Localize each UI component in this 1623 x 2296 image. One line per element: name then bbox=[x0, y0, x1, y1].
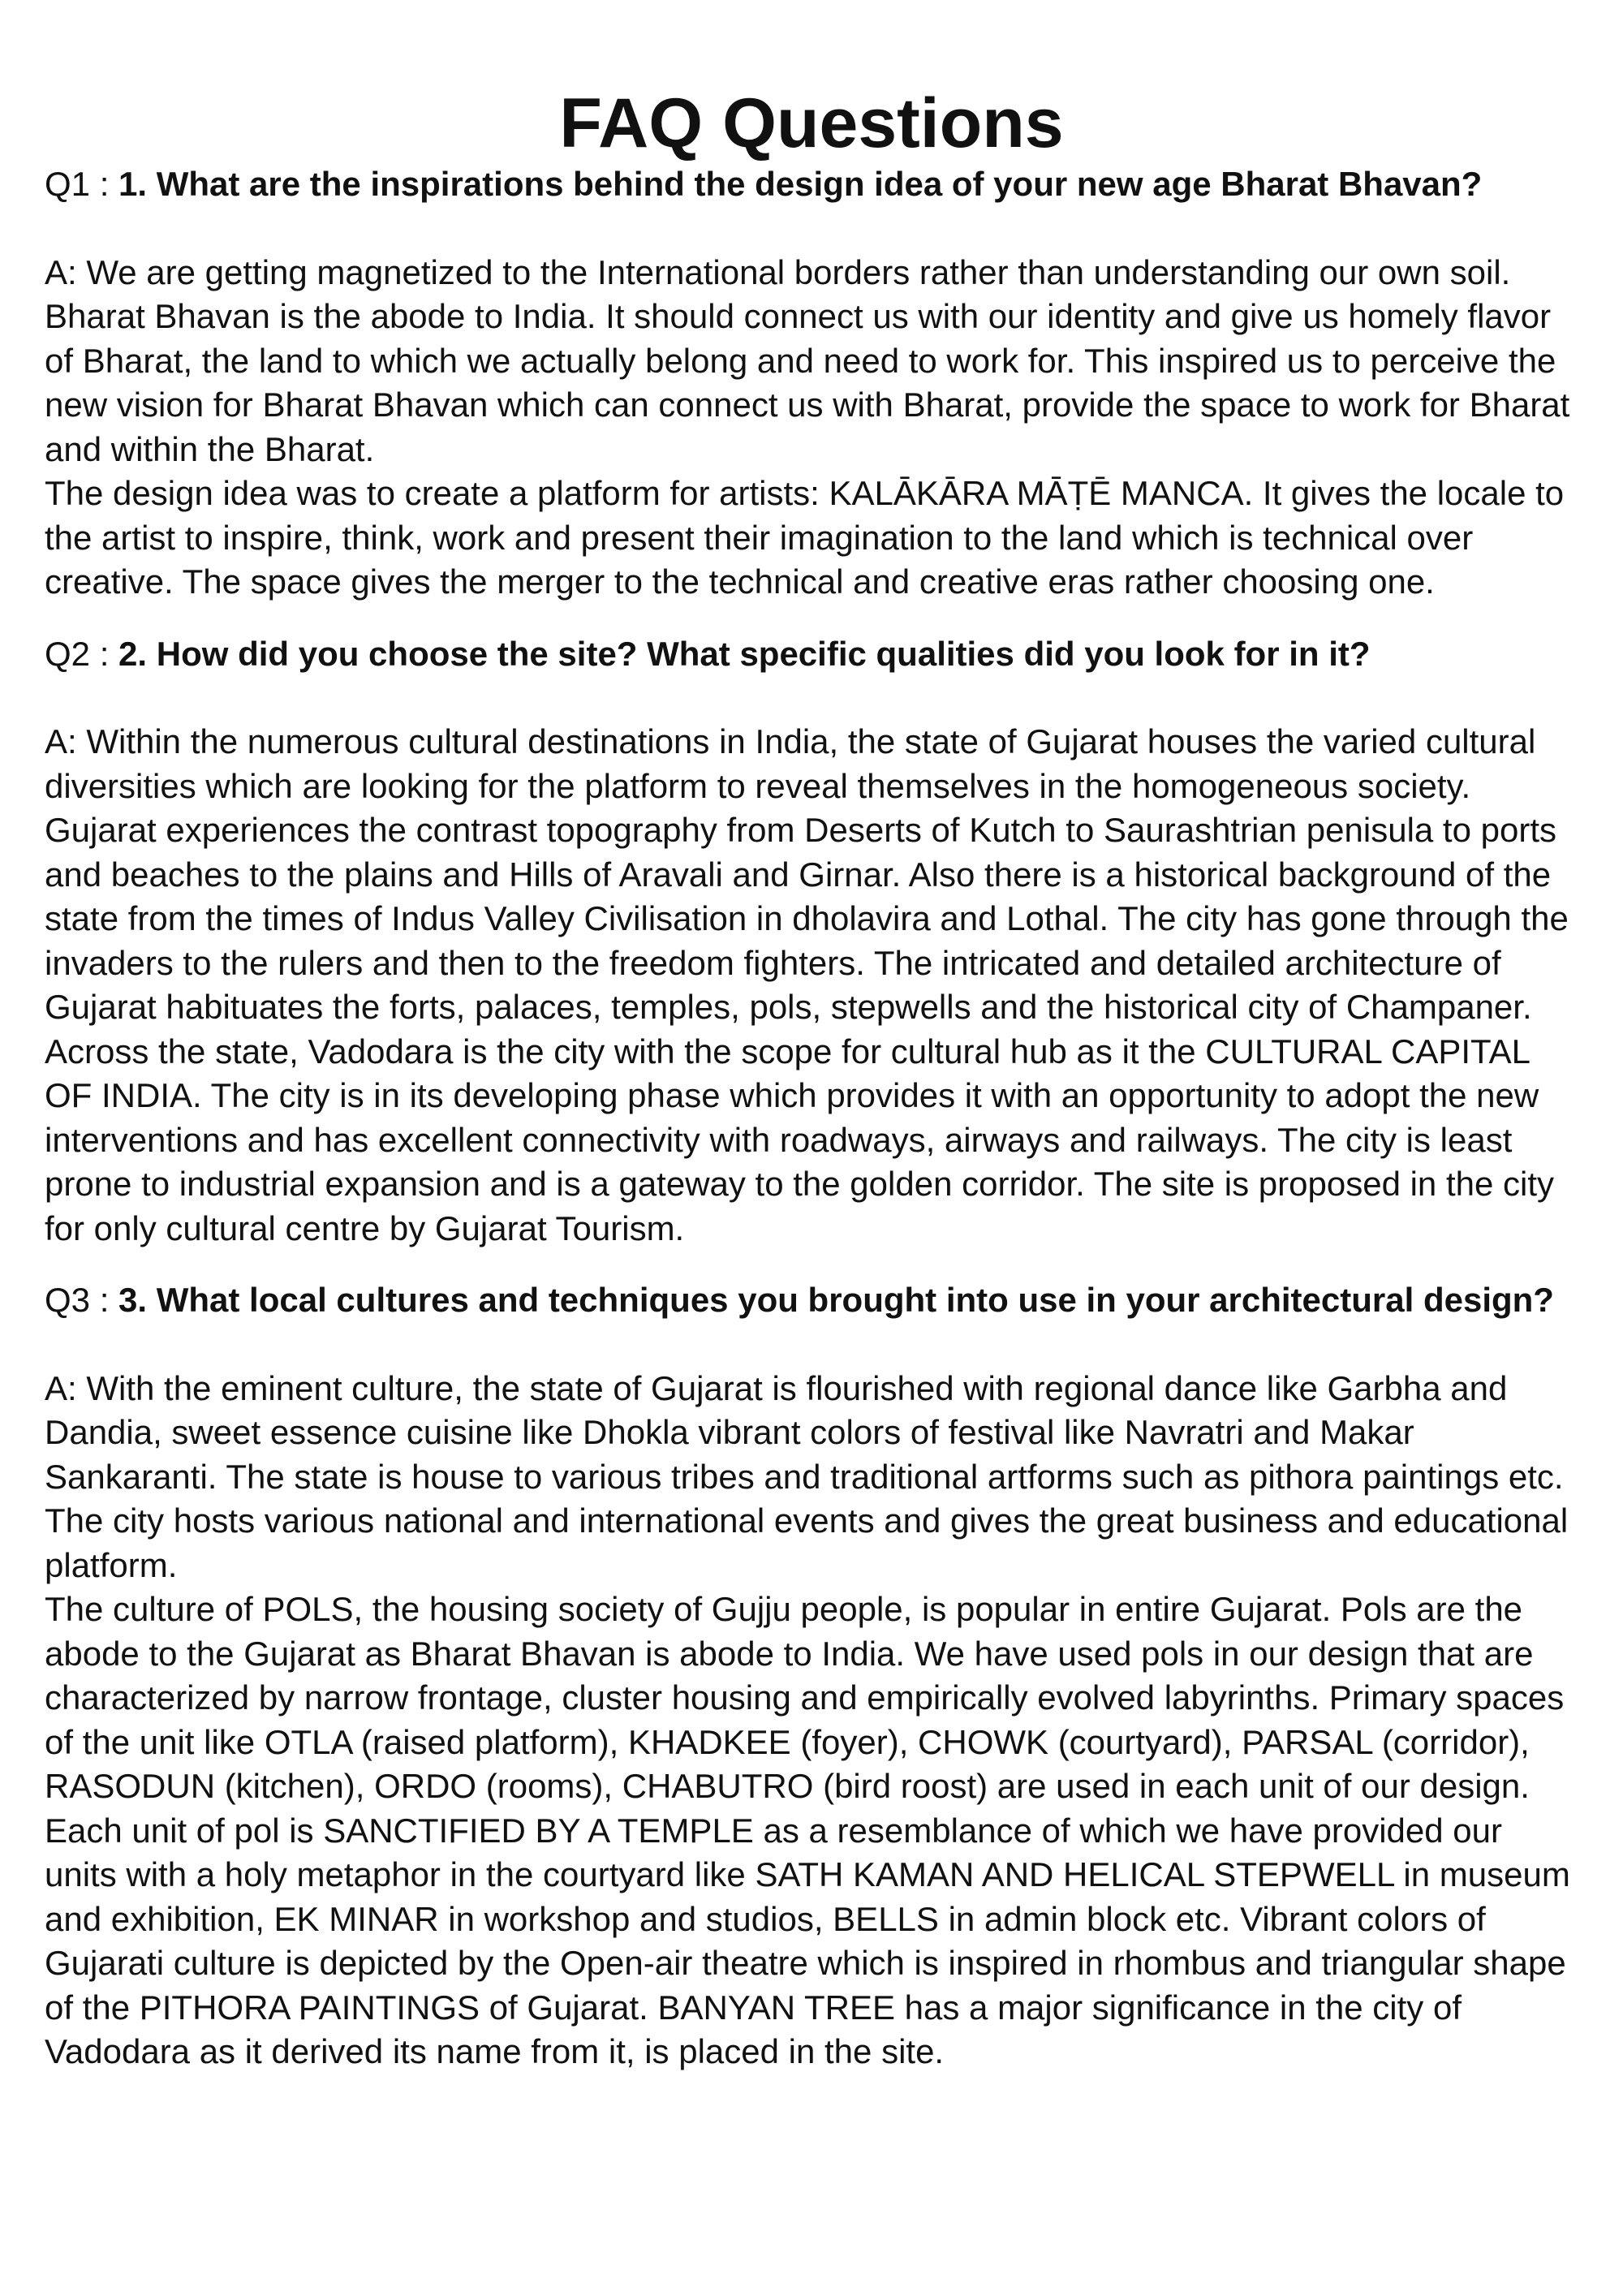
answer-paragraph: Across the state, Vadodara is the city with the scope for cultural hub as it the CULTURAL CAPITAL OF INDIA. The city is in its developing phase which provides it with an opportunity to adopt the new interventions and has excellent connectivity with roadways, airways and railways. The city is least prone to industrial expansion and is a gateway to the golden corridor. The site is proposed in the city for only cultural centre by Gujarat Tourism. bbox=[45, 1032, 1555, 1247]
faq-item-2 bbox=[45, 632, 1580, 1279]
answer-paragraph: A: Within the numerous cultural destinations in India, the state of Gujarat houses the varied cultural diversities which are looking for the platform to reveal themselves in the homogeneous society. Gujarat experiences the contrast topography from Deserts of Kutch to Saurashtrian penisula to ports and beaches to the plains and Hills of Aravali and Girnar. Also there is a historical background of the state from the times of Indus Valley Civilisation in dholavira and Lothal. The city has gone through the invaders to the rulers and then to the freedom fighters. The intricated and detailed architecture of Gujarat habituates the forts, palaces, temples, pols, stepwells and the historical city of Champaner. bbox=[45, 722, 1569, 1026]
spacer bbox=[45, 605, 1580, 632]
faq-answer-3 bbox=[45, 1367, 1580, 2074]
faq-answer-1 bbox=[45, 251, 1580, 605]
answer-paragraph: The culture of POLS, the housing society of Gujju people, is popular in entire Gujarat. Pols are the abode to the Gujarat as Bharat Bhavan is abode to India. We have used pols in our design that are characterized by narrow frontage, cluster housing and empirically evolved labyrinths. Primary spaces of the unit like OTLA (raised platform), KHADKEE (foyer), CHOWK (courtyard), PARSAL (corridor), RASODUN (kitchen), ORDO (rooms), CHABUTRO (bird roost) are used in each unit of our design. Each unit of pol is SANCTIFIED BY A TEMPLE as a resemblance of which we have provided our units with a holy metaphor in the courtyard like SATH KAMAN AND HELICAL STEPWELL in museum and exhibition, EK MINAR in workshop and studios, BELLS in admin block etc. Vibrant colors of Gujarati culture is depicted by the Open-air theatre which is inspired in rhombus and triangular shape of the PITHORA PAINTINGS of Gujarat. BANYAN TREE has a major significance in the city of Vadodara as it derived its name from it, is placed in the site. bbox=[45, 1590, 1570, 2070]
question-text: 2. How did you choose the site? What specific qualities did you look for in it? bbox=[118, 634, 1371, 673]
question-label: Q1 : bbox=[45, 165, 110, 203]
faq-content bbox=[45, 162, 1580, 2074]
answer-paragraph: A: With the eminent culture, the state of Gujarat is flourished with regional dance like Garbha and Dandia, sweet essence cuisine like Dhokla vibrant colors of festival like Navratri and Makar Sankaranti. The state is house to various tribes and traditional artforms such as pithora paintings etc. The city hosts various national and international events and gives the great business and educational platform. bbox=[45, 1368, 1569, 1584]
spacer bbox=[45, 207, 1580, 251]
question-label: Q2 : bbox=[45, 634, 110, 673]
question-label: Q3 : bbox=[45, 1281, 110, 1319]
answer-paragraph: The design idea was to create a platform for artists: KALĀKĀRA MĀṬĒ MANCA. It gives the locale to the artist to inspire, think, work and present their imagination to the land which is technical over creative. The space gives the merger to the technical and creative eras rather choosing one. bbox=[45, 474, 1565, 601]
spacer bbox=[45, 1251, 1580, 1278]
faq-answer-2 bbox=[45, 720, 1580, 1251]
spacer bbox=[45, 1323, 1580, 1367]
faq-question-1 bbox=[45, 162, 1580, 207]
answer-paragraph: A: We are getting magnetized to the International borders rather than understanding our own soil. Bharat Bhavan is the abode to India. It should connect us with our identity and give us homely flavor of Bharat, the land to which we actually belong and need to work for. This inspired us to perceive the new vision for Bharat Bhavan which can connect us with Bharat, provide the space to work for Bharat and within the Bharat. bbox=[45, 252, 1570, 468]
faq-item-3 bbox=[45, 1278, 1580, 2074]
faq-question-3 bbox=[45, 1278, 1580, 1323]
faq-question-2 bbox=[45, 632, 1580, 677]
page-title: FAQ Questions bbox=[559, 84, 1064, 162]
question-text: 1. What are the inspirations behind the design idea of your new age Bharat Bhavan? bbox=[118, 165, 1483, 203]
faq-item-1 bbox=[45, 162, 1580, 632]
spacer bbox=[45, 676, 1580, 720]
question-text: 3. What local cultures and techniques you brought into use in your architectural design? bbox=[118, 1281, 1554, 1319]
